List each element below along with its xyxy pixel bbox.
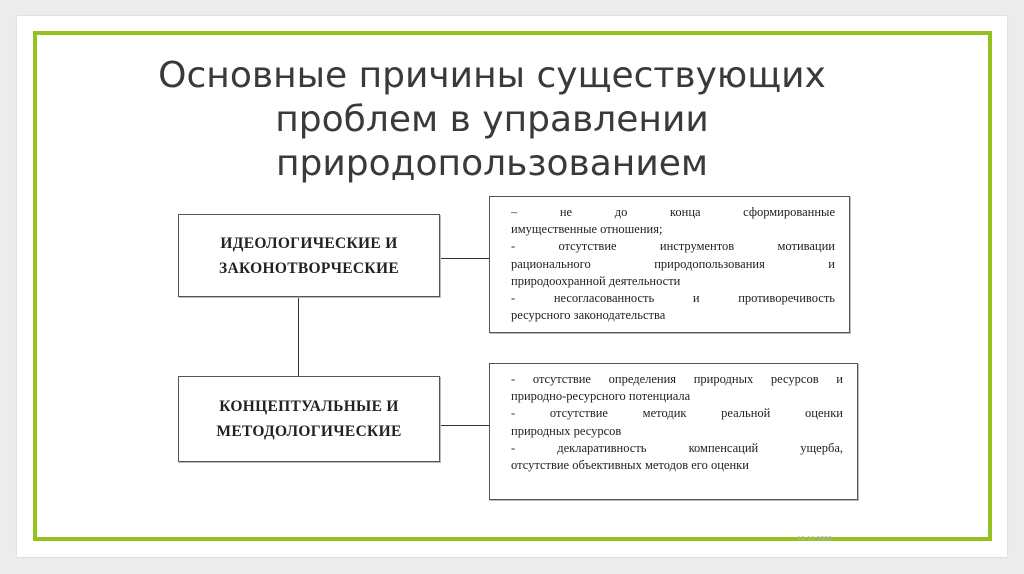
description-box-ideological <box>489 196 850 333</box>
slide-date: 10.10.2020 <box>797 536 833 543</box>
description-line: природно-ресурсного потенциала <box>511 389 691 404</box>
description-line: - отсутствие методик реальной оценки <box>511 406 843 421</box>
connector-line <box>298 297 299 376</box>
description-line: - отсутствие инструментов мотивации <box>511 239 835 254</box>
category-box-ideological <box>178 214 440 297</box>
description-line: - декларативность компенсаций ущерба, <box>511 440 843 455</box>
causes-diagram <box>17 16 1007 557</box>
description-line: отсутствие объективных методов его оценки <box>511 458 749 473</box>
description-line: рационального природопользования и <box>511 256 835 271</box>
title-line: природопользованием <box>275 143 709 184</box>
description-line: - несогласованность и противоречивость <box>511 291 835 306</box>
description-line: - отсутствие определения природных ресурсов и <box>511 372 843 386</box>
category-label: ЗАКОНОТВОРЧЕСКИЕ <box>219 259 399 277</box>
description-line: ресурсного законодательства <box>511 308 666 323</box>
description-line: имущественные отношения; <box>511 222 663 237</box>
connector-line <box>440 425 489 426</box>
connector-line <box>440 258 489 259</box>
description-box-conceptual <box>489 363 858 500</box>
title-line: Основные причины существующих <box>158 55 826 96</box>
slide <box>17 16 1007 557</box>
title-line: проблем в управлении <box>275 99 709 140</box>
category-box-conceptual <box>178 376 440 462</box>
category-label: ИДЕОЛОГИЧЕСКИЕ И <box>220 234 398 252</box>
category-label: МЕТОДОЛОГИЧЕСКИЕ <box>216 423 402 440</box>
description-line: природоохранной деятельности <box>511 273 681 288</box>
description-line: природных ресурсов <box>511 423 622 438</box>
category-label: КОНЦЕПТУАЛЬНЫЕ И <box>219 398 399 415</box>
description-line: – не до конца сформированные <box>511 205 835 219</box>
